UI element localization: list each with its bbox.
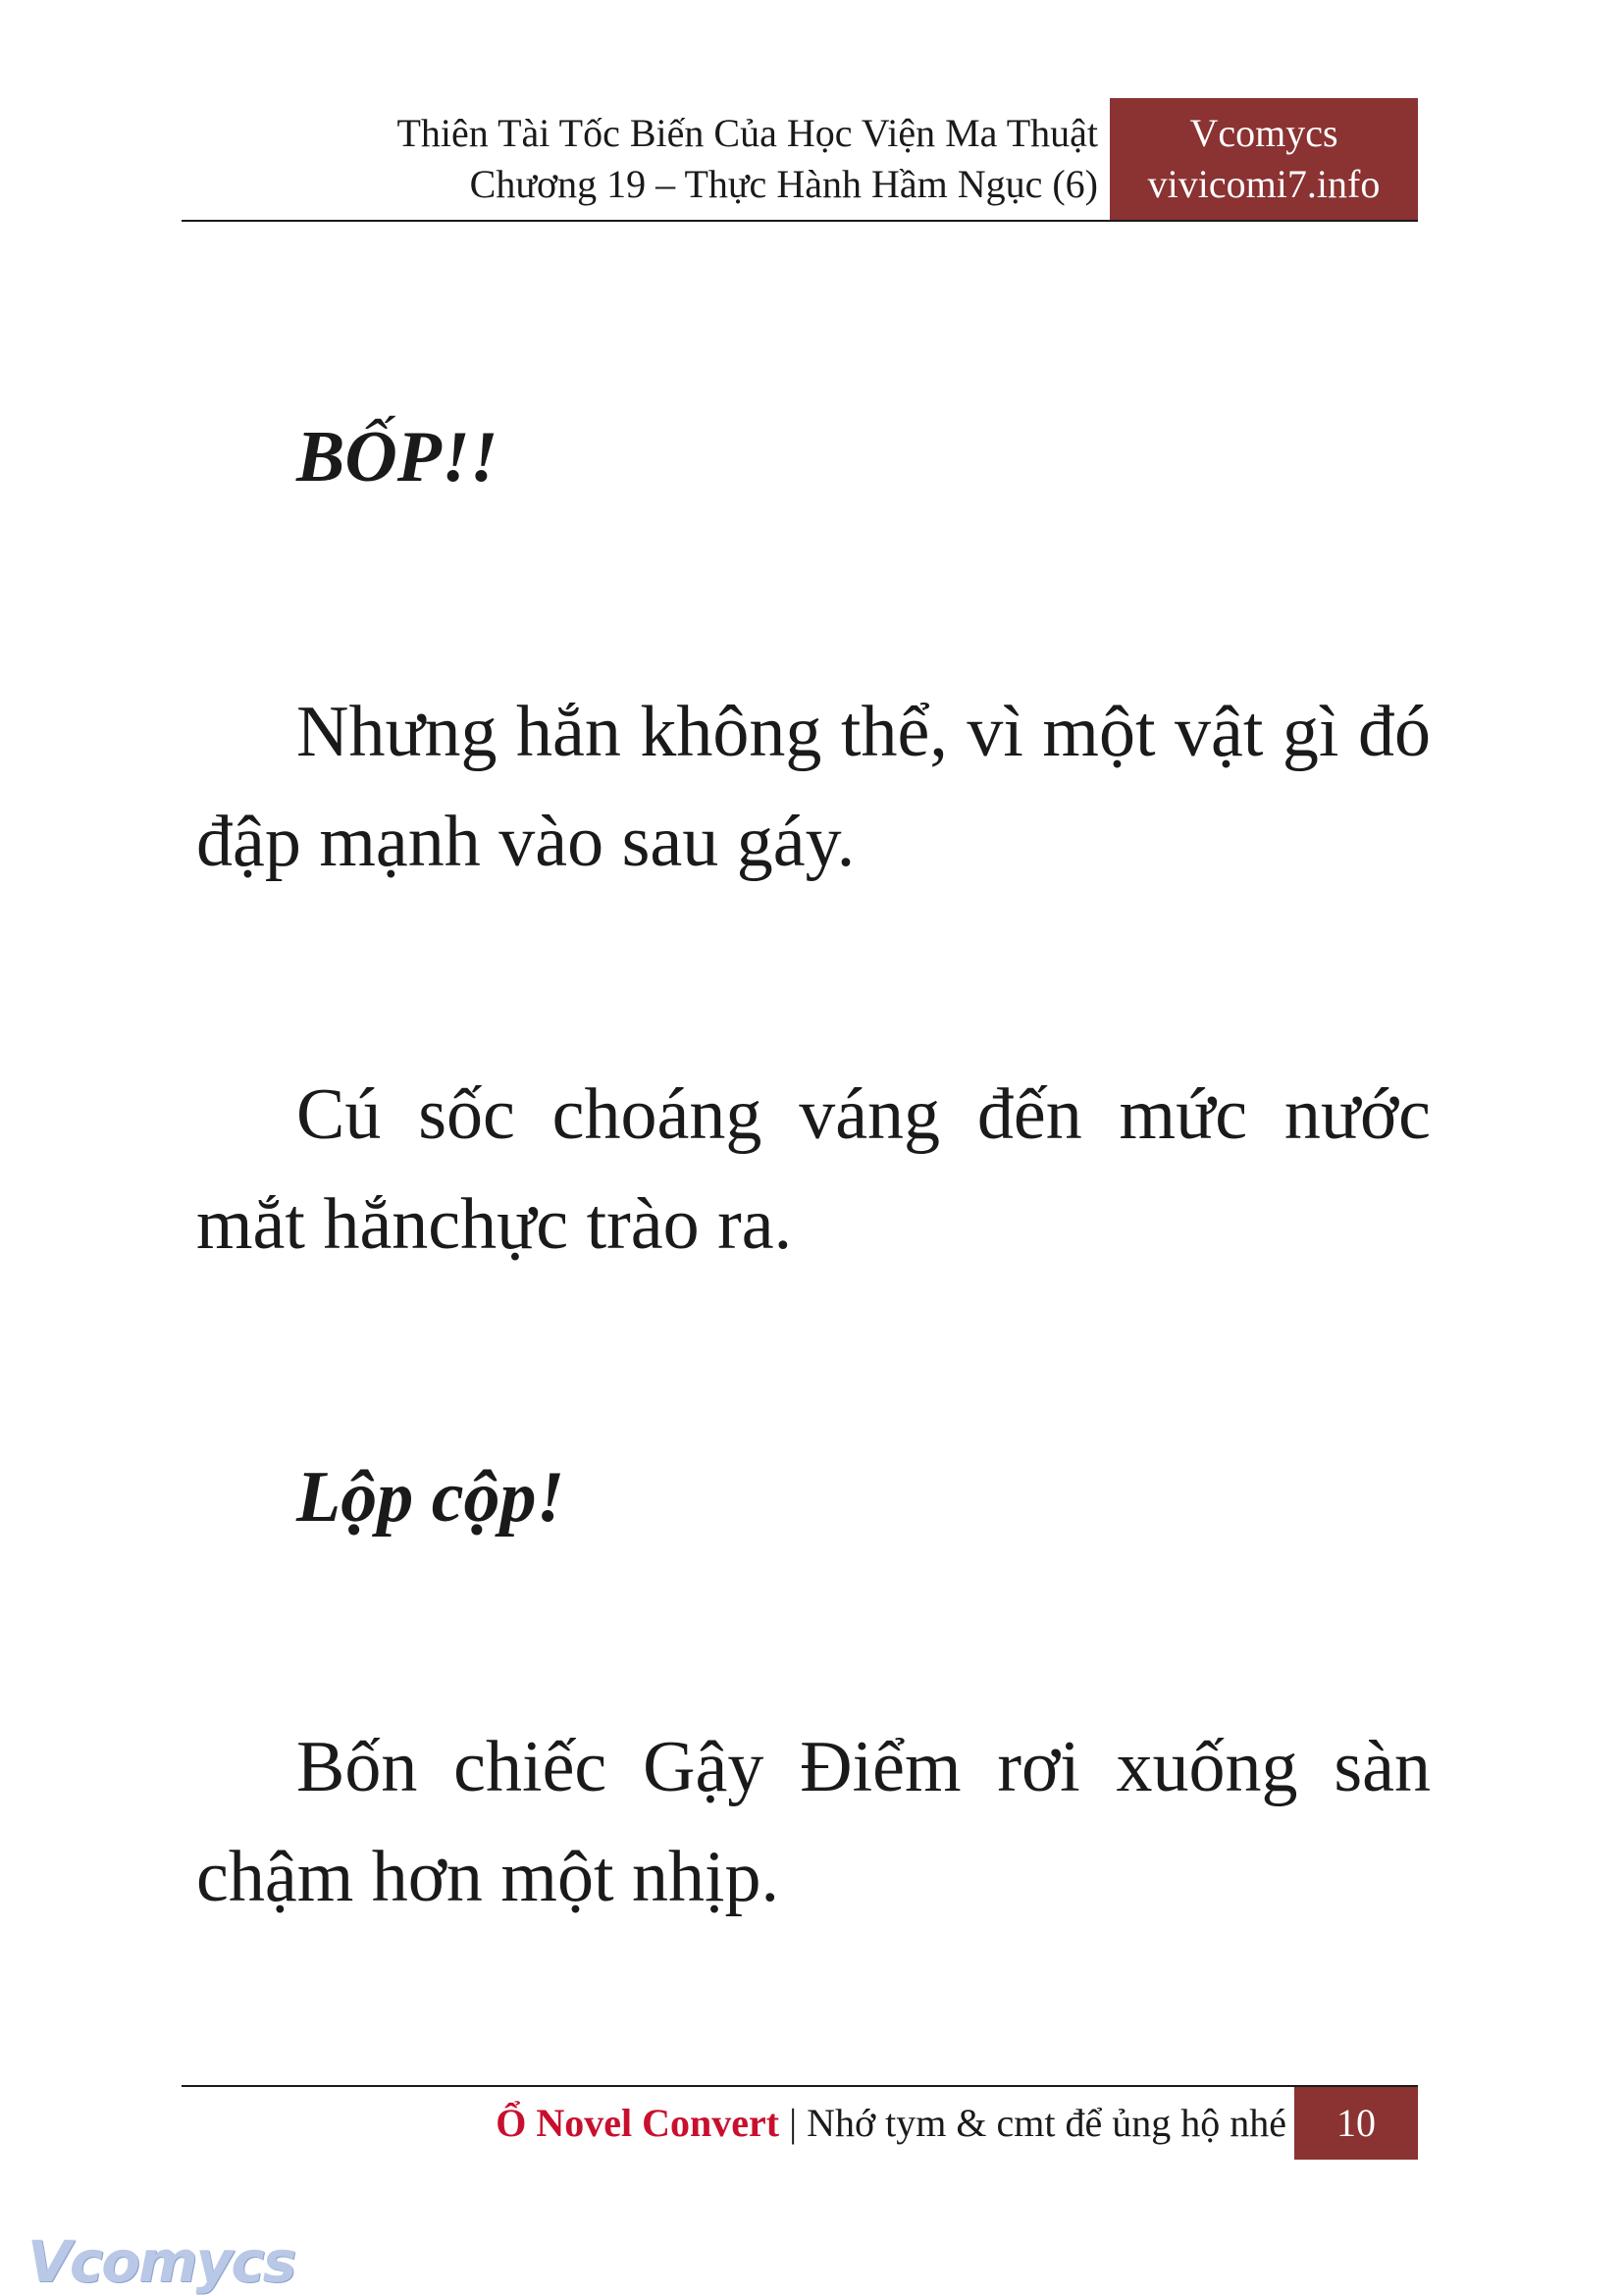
footer-text	[496, 2097, 1286, 2150]
site-badge	[1110, 98, 1418, 220]
page-number: 10	[1294, 2087, 1418, 2160]
book-title: Thiên Tài Tốc Biến Của Học Viện Ma Thuật	[396, 111, 1098, 155]
footer-separator: |	[779, 2101, 808, 2145]
footer-message: Nhớ tym & cmt để ủng hộ nhé	[807, 2101, 1286, 2145]
site-name: Vcomycs	[1189, 111, 1338, 155]
sound-effect-lop-cop: Lộp cộp!	[296, 1457, 565, 1538]
page-footer	[182, 2087, 1418, 2160]
paragraph-1: Nhưng hắn không thể, vì một vật gì đó đập mạnh vào sau gáy.	[196, 692, 1431, 882]
sound-effect-bop: BỐP!!	[296, 417, 498, 497]
header-titles	[397, 108, 1099, 210]
header-divider	[182, 220, 1418, 222]
vcomycs-watermark-logo: Vcomycs	[27, 2228, 295, 2295]
paragraph-3: Bốn chiếc Gậy Điểm rơi xuống sàn chậm hơn một nhịp.	[196, 1727, 1431, 1917]
chapter-title: Chương 19 – Thực Hành Hầm Ngục (6)	[469, 162, 1098, 206]
page-header	[182, 98, 1418, 220]
footer-brand: Ổ Novel Convert	[496, 2101, 780, 2145]
paragraph-2: Cú sốc choáng váng đến mức nước mắt hắnchực trào ra.	[196, 1074, 1431, 1265]
site-url: vivicomi7.info	[1147, 162, 1381, 206]
